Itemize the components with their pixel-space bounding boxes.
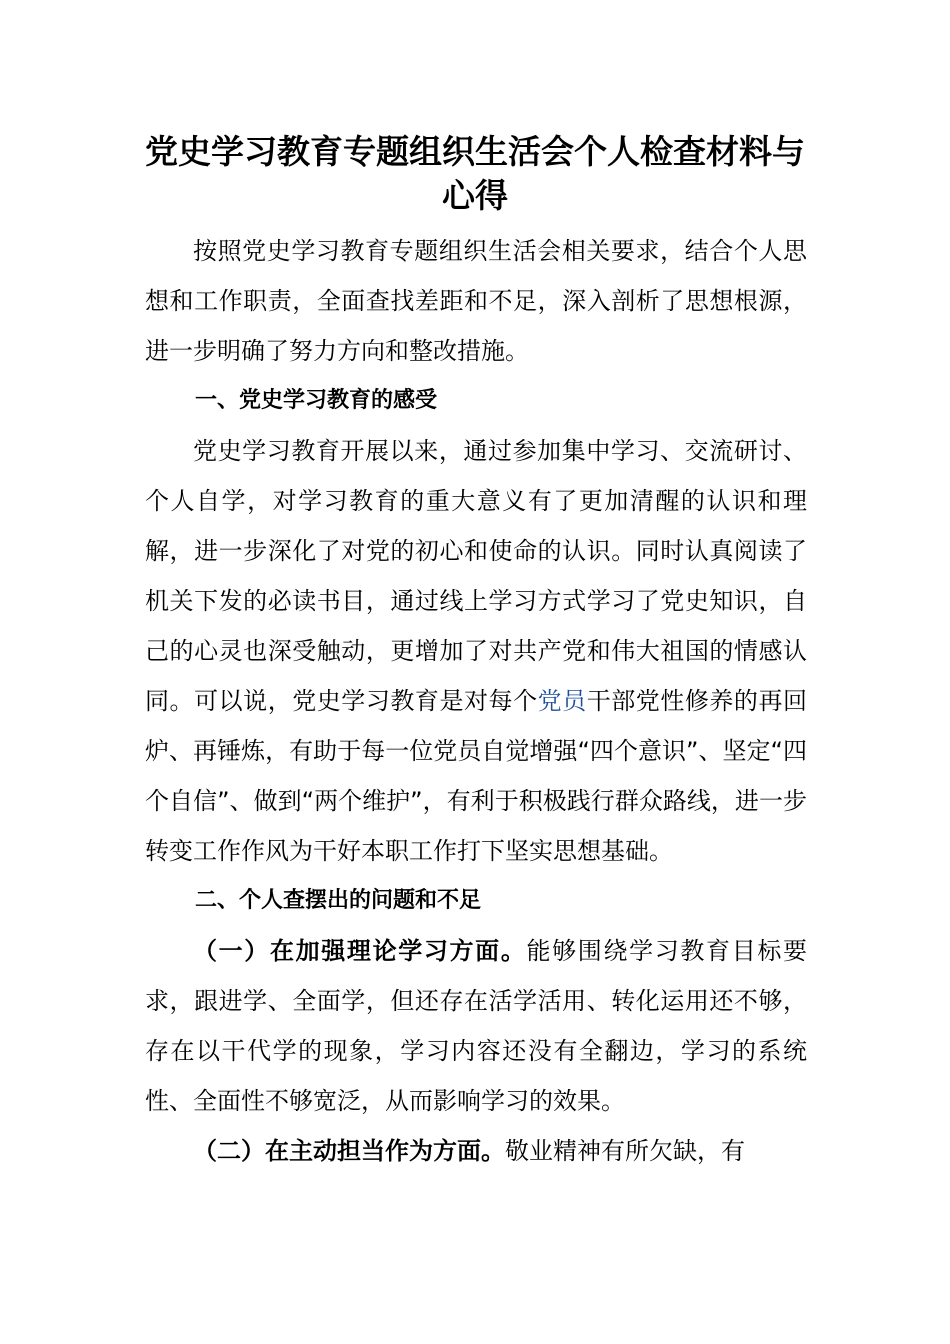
section-1-paragraph <box>145 426 807 876</box>
intro-paragraph: 按照党史学习教育专题组织生活会相关要求，结合个人思想和工作职责，全面查找差距和不足，深入剖析了思想根源，进一步明确了努力方向和整改措施。 <box>145 237 807 365</box>
section-1-heading: 一、党史学习教育的感受 <box>195 388 438 413</box>
item-1-lead: （一）在加强理论学习方面。 <box>193 937 527 965</box>
section-1-text-part-2: 干部党性修养的再回炉、再锤炼，有助于每一位党员自觉增强“四个意识”、坚定“四个自信”、做到“两个维护”，有利于积极践行群众路线，进一步转变工作作风为干好本职工作打下坚实思想基础。 <box>145 687 808 865</box>
item-2-lead: （二）在主动担当作为方面。 <box>193 1137 505 1165</box>
section-2-item-2 <box>145 1126 807 1176</box>
section-2-heading: 二、个人查摆出的问题和不足 <box>195 888 482 913</box>
document-body <box>145 226 807 1176</box>
section-1-text-part-1: 党史学习教育开展以来，通过参加集中学习、交流研讨、个人自学，对学习教育的重大意义有了更加清醒的认识和理解，进一步深化了对党的初心和使命的认识。同时认真阅读了机关下发的必读书目，通过线上学习方式学习了党史知识，自己的心灵也深受触动，更增加了对共产党和伟大祖国的情感认同。可以说，党史学习教育是对每个 <box>145 437 807 715</box>
item-1-text: 能够围绕学习教育目标要求，跟进学、全面学，但还存在活学活用、转化运用还不够，存在以干代学的现象，学习内容还没有全翻边，学习的系统性、全面性不够宽泛，从而影响学习的效果。 <box>145 937 808 1115</box>
party-member-link[interactable]: 党员 <box>537 687 587 715</box>
item-2-text: 敬业精神有所欠缺，有 <box>505 1137 745 1165</box>
document-title: 党史学习教育专题组织生活会个人检查材料与心得 <box>145 132 805 215</box>
section-2-item-1 <box>145 926 807 1126</box>
